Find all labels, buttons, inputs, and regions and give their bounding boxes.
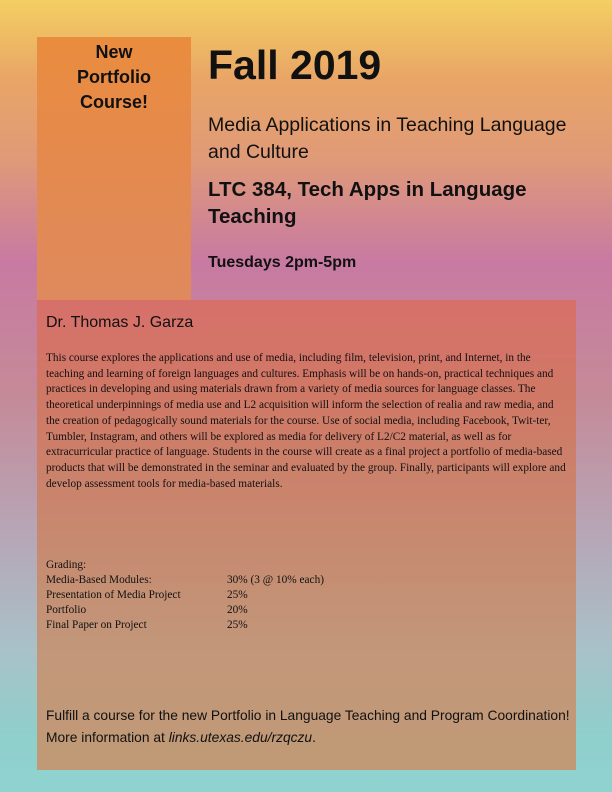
page-title: Fall 2019 bbox=[208, 42, 382, 88]
instructor-name: Dr. Thomas J. Garza bbox=[46, 314, 194, 331]
badge-line: Portfolio bbox=[77, 67, 151, 87]
grading-row bbox=[46, 618, 446, 633]
grading-heading: Grading: bbox=[46, 559, 87, 571]
grading-weight: 25% bbox=[227, 619, 248, 631]
grading-weight: 30% (3 @ 10% each) bbox=[227, 574, 324, 586]
course-description: This course explores the applications and use of media, including film, television, print, and Internet, in the teaching and learning of foreign languages and cultures. Emphasis will be on hands-on, practical techniques and practices in developing and using materials drawn from a variety of media sources for language classes. The theoretical underpinnings of media use and L2 acquisition will inform the selection of realia and raw media, and the creation of pedagogically sound materials for the course. Use of social media, including Facebook, Twit-ter, Tumbler, Instagram, and others will be explored as media for delivery of L2/C2 material, as well as for extracurricular practice of language. Students in the course will create as a final project a portfolio of media-based products that will be demonstrated in the seminar and evaluated by the group. Finally, participants will explore and develop assessment tools for media-based materials. bbox=[46, 352, 566, 490]
grading-item: Portfolio bbox=[46, 604, 87, 616]
grading-item: Final Paper on Project bbox=[46, 619, 147, 631]
grading-weight: 25% bbox=[227, 589, 248, 601]
course-schedule: Tuesdays 2pm-5pm bbox=[208, 254, 357, 271]
badge-line: New bbox=[95, 42, 133, 62]
badge-text bbox=[37, 40, 191, 115]
footer-note bbox=[46, 705, 571, 749]
course-code: LTC 384, Tech Apps in Language Teaching bbox=[208, 178, 527, 228]
footer-text: Fulfill a course for the new Portfolio in Language Teaching and Program Coordination! More information at bbox=[46, 708, 570, 745]
grading-weight: 20% bbox=[227, 604, 248, 616]
grading-row bbox=[46, 603, 446, 618]
grading-item: Media-Based Modules: bbox=[46, 574, 152, 586]
grading-row bbox=[46, 588, 446, 603]
grading-item: Presentation of Media Project bbox=[46, 589, 181, 601]
grading-row bbox=[46, 573, 446, 588]
course-subtitle: Media Applications in Teaching Language and Culture bbox=[208, 114, 567, 163]
footer-period: . bbox=[312, 730, 316, 745]
badge-line: Course! bbox=[79, 92, 148, 112]
info-link[interactable]: links.utexas.edu/rzqczu bbox=[168, 730, 313, 745]
grading-section bbox=[46, 558, 446, 633]
